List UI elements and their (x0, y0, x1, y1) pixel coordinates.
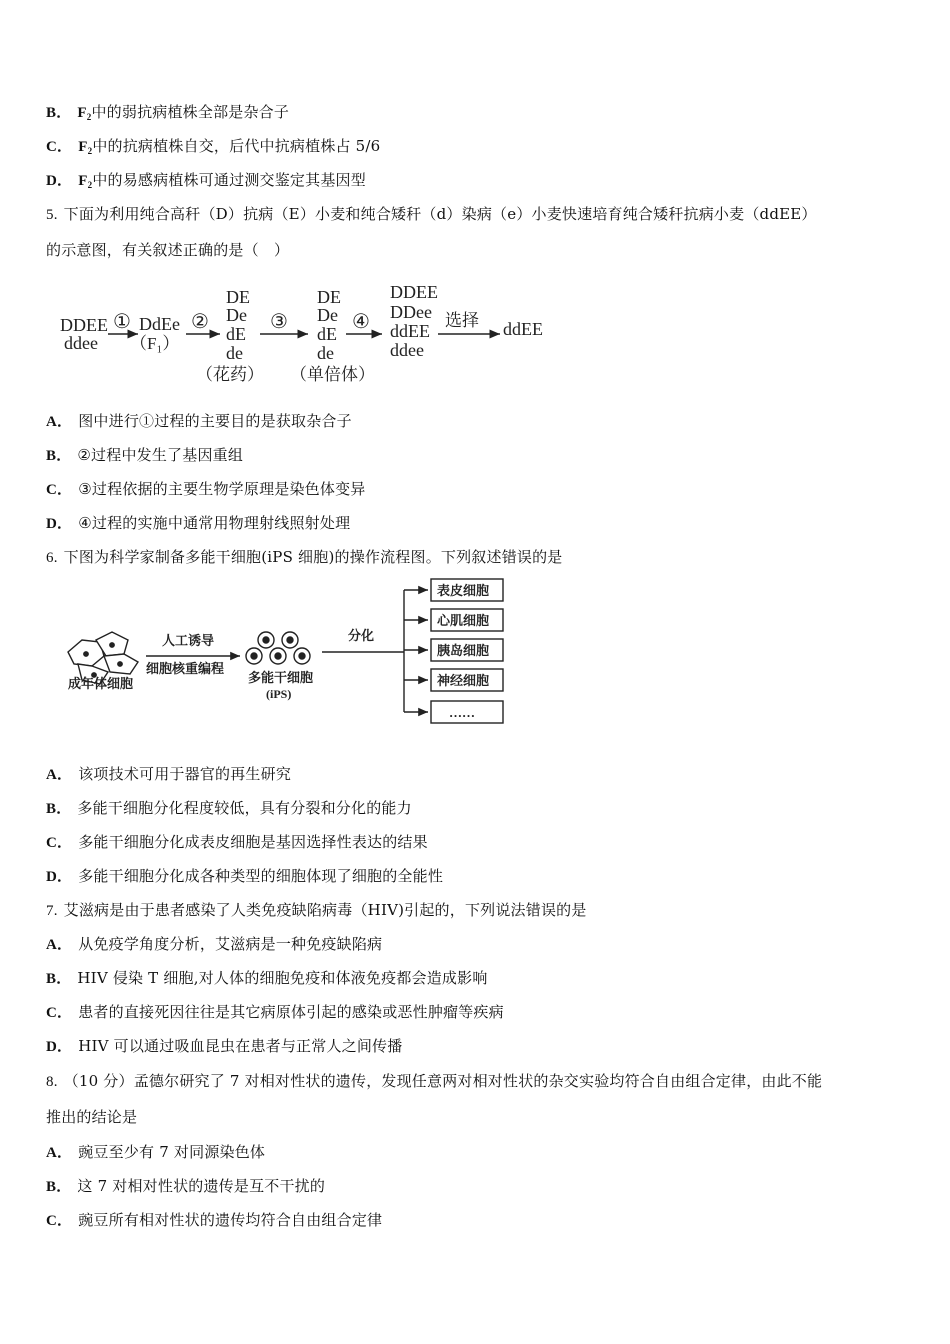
f1-genotype: DdEe (139, 314, 180, 334)
parent-top: DDEE (60, 315, 108, 335)
q8-option-c: C． 豌豆所有相对性状的遗传均符合自由组合定律 (46, 1211, 383, 1229)
q4-option-d: D． $F_2$中的易感病植株可通过测交鉴定其基因型 (46, 171, 366, 190)
q5-option-a: A． 图中进行①过程的主要目的是获取杂合子 (46, 412, 352, 430)
diploid-3: ddEE (390, 321, 430, 341)
gamete-1: DE (226, 287, 250, 307)
step-3-label: ③ (270, 311, 288, 333)
gamete-2: De (226, 305, 247, 325)
q5-stem-line1: 5. 下面为利用纯合高秆（D）抗病（E）小麦和纯合矮秆（d）染病（e）小麦快速培育纯合矮秆抗病小麦（ddEE） (46, 205, 817, 223)
q5-option-d: D． ④过程的实施中通常用物理射线照射处理 (46, 514, 351, 532)
f1-label: （F₁） (130, 334, 180, 353)
cell-label-1: 表皮细胞 (437, 583, 490, 598)
q7-option-a: A． 从免疫学角度分析，艾滋病是一种免疫缺陷病 (46, 935, 383, 953)
q6-stem: 6. 下图为科学家制备多能干细胞(iPS 细胞)的操作流程图。下列叙述错误的是 (46, 548, 563, 566)
q7-stem: 7. 艾滋病是由于患者感染了人类免疫缺陷病毒（HIV)引起的，下列说法错误的是 (46, 901, 587, 919)
q7-option-b: B． HIV 侵染 T 细胞,对人体的细胞免疫和体液免疫都会造成影响 (46, 969, 488, 987)
gamete-4: de (226, 343, 243, 363)
q5-stem-line2: 的示意图，有关叙述正确的是（ ） (46, 241, 290, 259)
parent-bottom: ddee (64, 333, 98, 353)
q6-option-c: C． 多能干细胞分化成表皮细胞是基因选择性表达的结果 (46, 833, 428, 851)
gametes-label: （花药） (196, 365, 264, 384)
haploid-3: dE (317, 324, 337, 344)
haploid-4: de (317, 343, 334, 363)
cell-label-2: 心肌细胞 (437, 613, 490, 628)
cell-label-5: …… (449, 705, 475, 720)
q8-option-b: B． 这 7 对相对性状的遗传是互不干扰的 (46, 1177, 326, 1195)
q5-option-b: B． ②过程中发生了基因重组 (46, 446, 244, 464)
q7-option-c: C． 患者的直接死因往往是其它病原体引起的感染或恶性肿瘤等疾病 (46, 1003, 504, 1021)
cell-label-3: 胰岛细胞 (437, 643, 490, 658)
q8-option-a: A． 豌豆至少有 7 对同源染色体 (46, 1143, 266, 1161)
ips-cells-graphic (246, 632, 310, 664)
haploid-2: De (317, 305, 338, 325)
haploids-label: （单倍体） (290, 365, 375, 384)
q6-option-a: A． 该项技术可用于器官的再生研究 (46, 765, 292, 783)
diploid-1: DDEE (390, 282, 438, 302)
diploid-4: ddee (390, 340, 424, 360)
q7-option-d: D． HIV 可以通过吸血昆虫在患者与正常人之间传播 (46, 1037, 403, 1055)
q5-option-c: C． ③过程依据的主要生物学原理是染色体变异 (46, 480, 366, 498)
result-genotype: ddEE (503, 319, 543, 339)
q8-stem-line1: 8. （10 分）孟德尔研究了 7 对相对性状的遗传，发现任意两对相对性状的杂交实验均符合自由组合定律，由此不能 (46, 1072, 823, 1090)
induce-bottom-label: 细胞核重编程 (146, 661, 225, 676)
select-label: 选择 (445, 311, 479, 330)
q6-option-d: D． 多能干细胞分化成各种类型的细胞体现了细胞的全能性 (46, 867, 444, 885)
step-2-label: ② (191, 311, 209, 333)
differentiate-label: 分化 (348, 628, 375, 643)
gamete-3: dE (226, 324, 246, 344)
diploid-2: DDee (390, 302, 432, 322)
q4-option-b: B． $F_2$中的弱抗病植株全部是杂合子 (46, 103, 290, 122)
adult-label: 成年体细胞 (68, 676, 134, 691)
ips-label-2: (iPS) (266, 687, 292, 701)
cell-label-4: 神经细胞 (437, 673, 490, 688)
q6-option-b: B． 多能干细胞分化程度较低，具有分裂和分化的能力 (46, 799, 412, 817)
q4-option-c: C． $F_2$中的抗病植株自交，后代中抗病植株占 5/6 (46, 137, 381, 156)
induce-top-label: 人工诱导 (162, 633, 215, 648)
haploid-1: DE (317, 287, 341, 307)
step-1-label: ① (113, 311, 131, 333)
ips-label-1: 多能干细胞 (248, 670, 314, 685)
q8-stem-line2: 推出的结论是 (46, 1108, 138, 1126)
step-4-label: ④ (352, 311, 370, 333)
